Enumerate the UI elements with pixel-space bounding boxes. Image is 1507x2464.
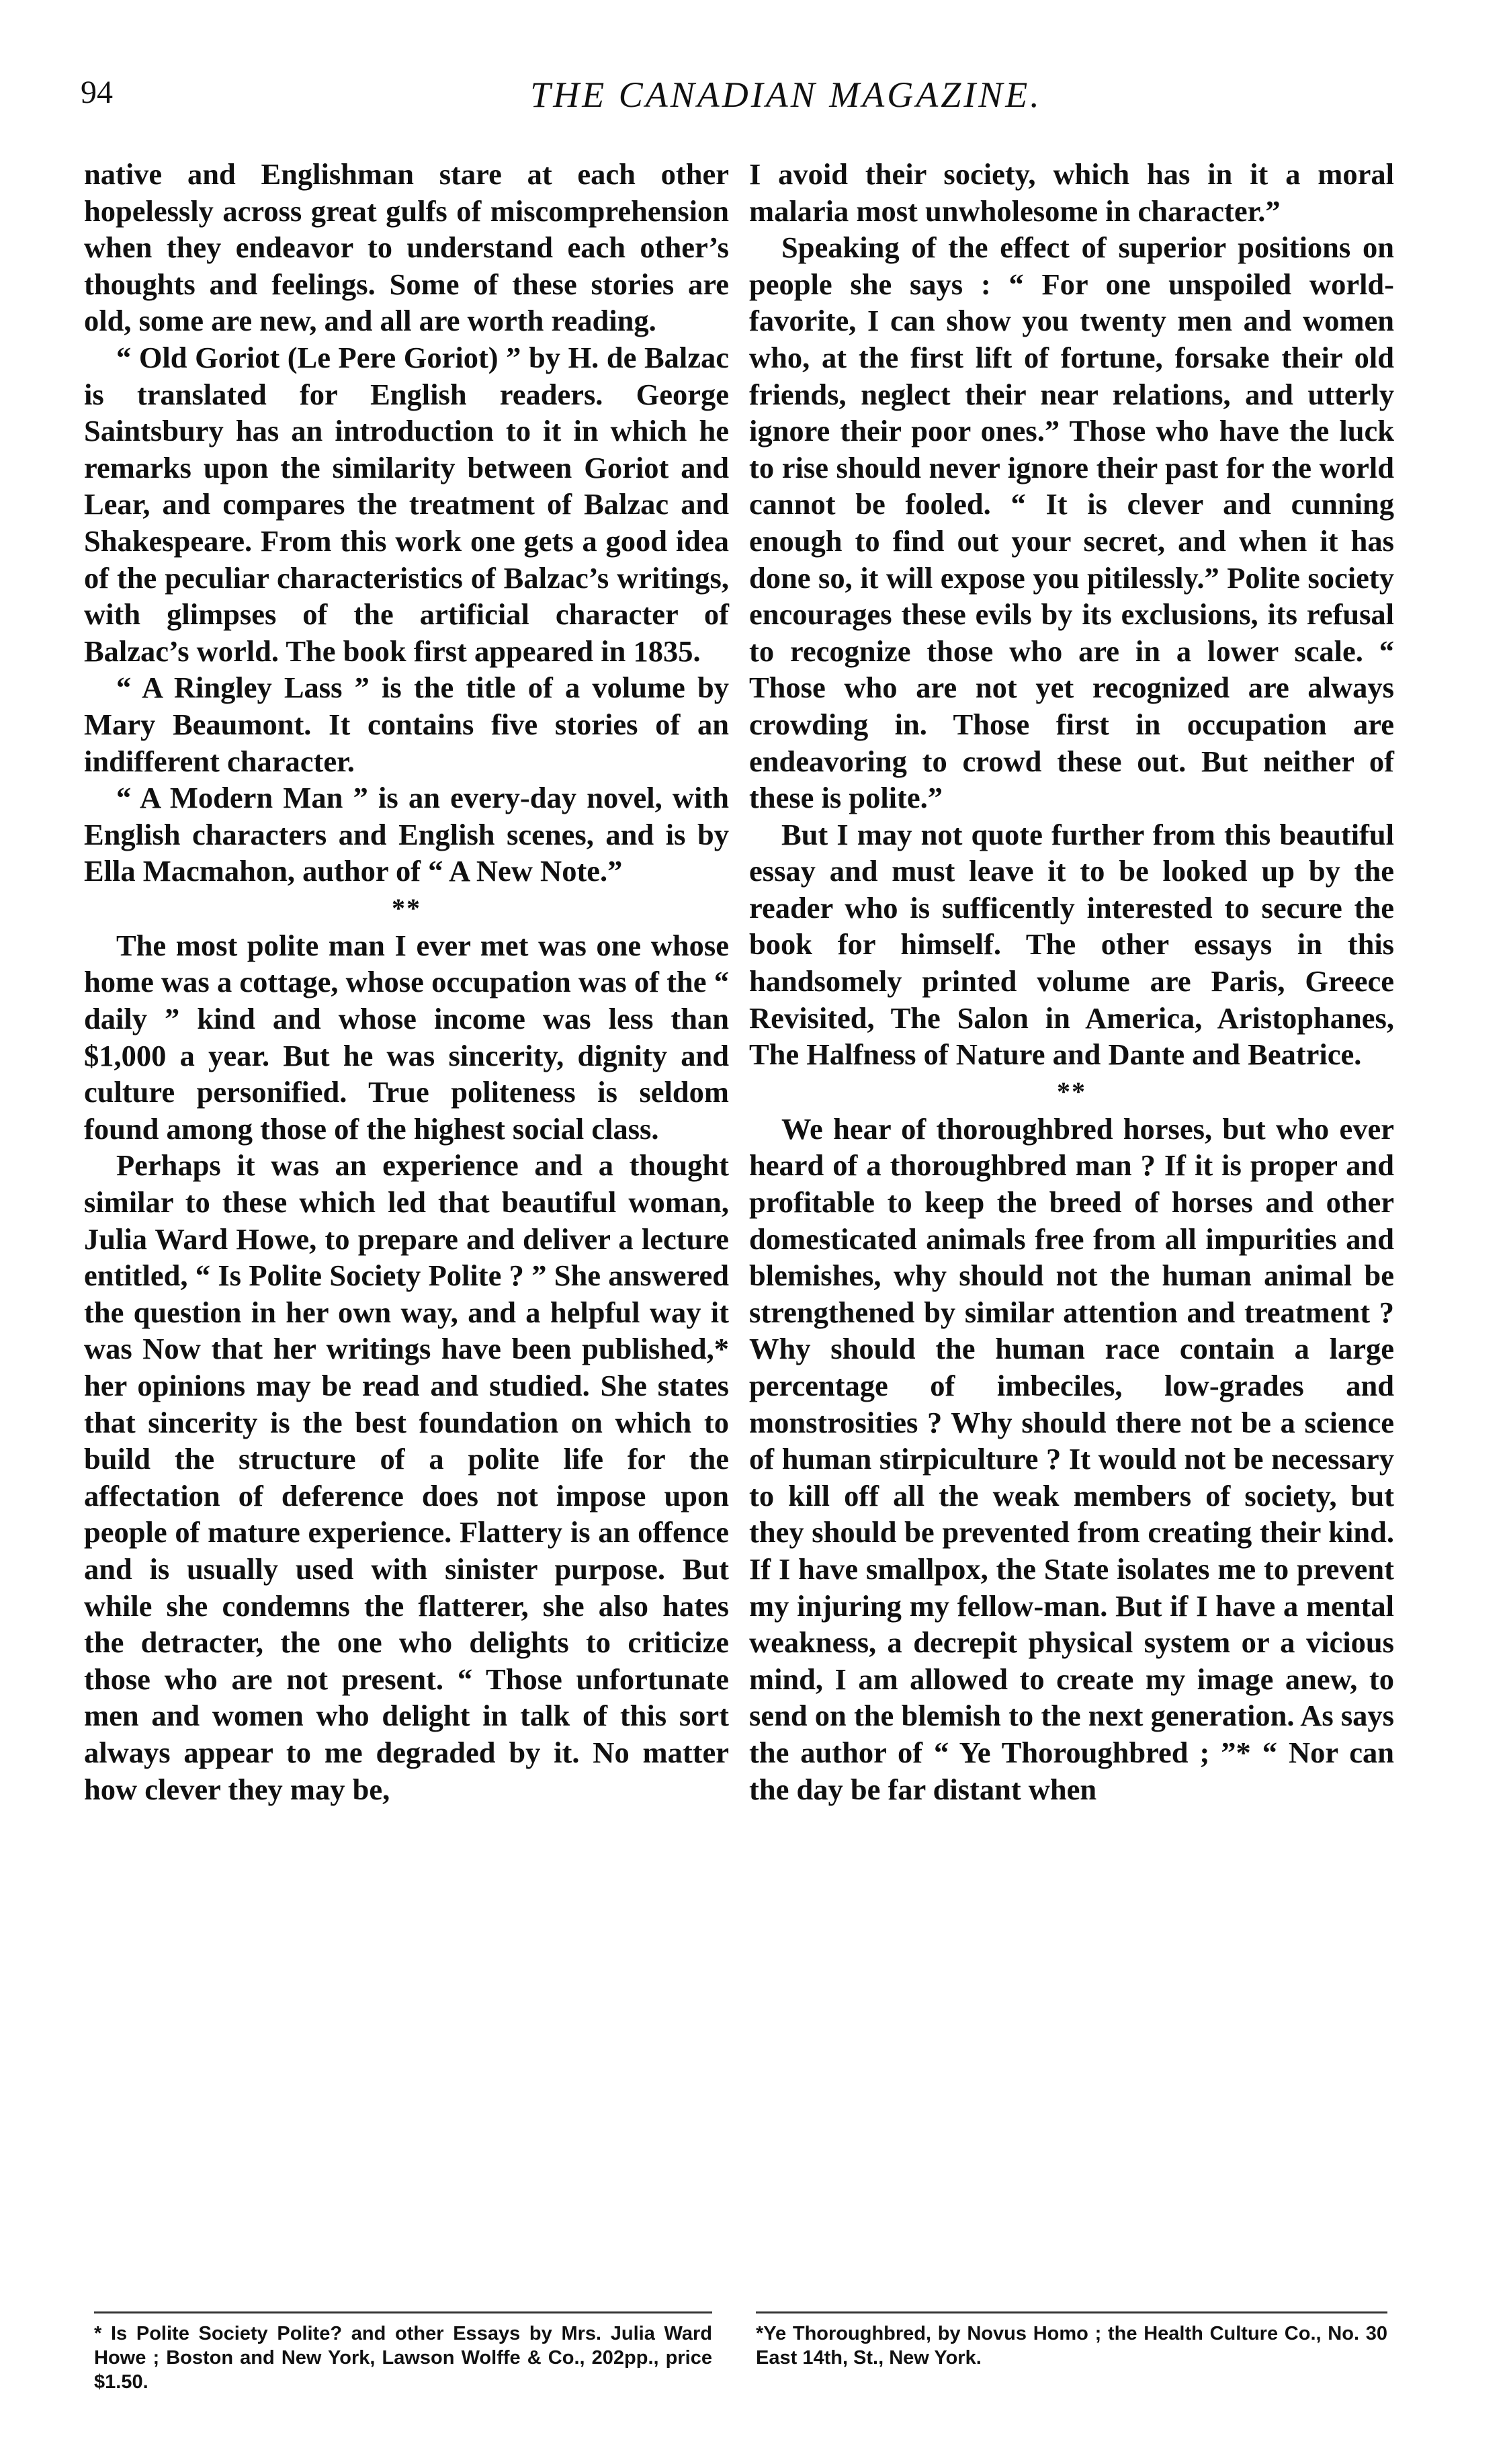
paragraph: I avoid their society, which has in it a moral malaria most unwholesome in character.” — [749, 157, 1394, 228]
paragraph: Perhaps it was an experience and a thought similar to these which led that beautiful woman, Julia Ward Howe, to prepare and deliver a lecture entitled, “ Is Polite Society Polite ? ” She answered the question in her own way, and a helpful way it was Now that her writings have been published,* her opinions may be read and studied. She states that sincerity is the best foundation on which to build the structure of a polite life for the affectation of deference does not impose upon people of mature experience. Flattery is an offence and is usually used with sinister purpose. But while she condemns the flatterer, she also hates the detracter, the one who delights to criticize those who are not present. “ Those unfortunate men and women who delight in talk of this sort always appear to me degraded by it. No matter how clever they may be, — [84, 1148, 729, 1806]
paragraph: “ A Ringley Lass ” is the title of a volume by Mary Beaumont. It contains five stories of an indifferent character. — [84, 671, 729, 778]
paragraph: But I may not quote further from this beautiful essay and must leave it to be looked up by the reader who is sufficently interested to secure the book for himself. The other essays in this handsomely printed volume are Paris, Greece Revisited, The Salon in America, Aristophanes, The Halfness of Nature and Dante and Beatrice. — [749, 817, 1394, 1072]
paragraph: native and Englishman stare at each other hopelessly across great gulfs of miscomprehension when they endeavor to understand each other’s thoughts and feelings. Some of these stories are old, some are new, and all are worth reading. — [84, 157, 729, 338]
footnote-rule — [756, 2311, 1387, 2313]
page-header — [81, 74, 1424, 121]
paragraph: Speaking of the effect of superior positions on people she says : “ For one unspoiled world-favorite, I can show you twenty men and women who, at the first lift of fortune, forsake their old friends, neglect their near relations, and utterly ignore their poor ones.” Those who have the luck to rise should never ignore their past for the world cannot be fooled. “ It is clever and cunning enough to find out your secret, and when it has done so, it will expose you pitilessly.” Polite society encourages these evils by its exclusions, its refusal to recognize those who are in a lower scale. “ Those who are not yet recognized are always crowding in. Those first in occupation are endeavoring to crowd these out. But neither of these is polite.” — [749, 230, 1394, 815]
paragraph: The most polite man I ever met was one whose home was a cottage, whose occupation was of the “ daily ” kind and whose income was less than $1,000 a year. But he was sincerity, dignity and culture personified. True politeness is seldom found among those of the highest social class. — [84, 928, 729, 1146]
section-separator: ** — [1057, 1076, 1086, 1107]
footnote-right: *Ye Thoroughbred, by Novus Homo ; the Health Culture Co., No. 30 East 14th, St., New York. — [756, 2323, 1387, 2369]
running-title: THE CANADIAN MAGAZINE. — [530, 75, 1042, 115]
section-separator: ** — [392, 892, 421, 923]
page-number: 94 — [81, 75, 113, 110]
left-column — [84, 156, 729, 1808]
footnote-rule — [94, 2311, 712, 2313]
footnote-left: * Is Polite Society Polite? and other Essays by Mrs. Julia Ward Howe ; Boston and New York, Lawson Wolffe & Co., 202pp., price $1.50. — [94, 2323, 712, 2393]
right-column — [749, 156, 1394, 1808]
paragraph: “ A Modern Man ” is an every-day novel, with English characters and English scenes, and is by Ella Macmahon, author of “ A New Note.” — [84, 781, 729, 888]
paragraph: We hear of thoroughbred horses, but who ever heard of a thoroughbred man ? If it is proper and profitable to keep the breed of horses and other domesticated animals free from all impurities and blemishes, why should not the human animal be strengthened by similar attention and treatment ? Why should the human race contain a large percentage of imbeciles, low-grades and monstrosities ? Why should there not be a science of human stirpiculture ? It would not be necessary to kill off all the weak members of society, but they should be prevented from creating their kind. If I have smallpox, the State isolates me to prevent my injuring my fellow-man. But if I have a mental weakness, a decrepit physical system or a vicious mind, I am allowed to create my image anew, to send on the blemish to the next generation. As says the author of “ Ye Thoroughbred ; ”* “ Nor can the day be far distant when — [749, 1111, 1394, 1806]
paragraph: “ Old Goriot (Le Pere Goriot) ” by H. de Balzac is translated for English readers. George Saintsbury has an introduction to it in which he remarks upon the similarity between Goriot and Lear, and compares the treatment of Balzac and Shakespeare. From this work one gets a good idea of the peculiar characteristics of Balzac’s writings, with glimpses of the artificial character of Balzac’s world. The book first appeared in 1835. — [84, 340, 729, 668]
